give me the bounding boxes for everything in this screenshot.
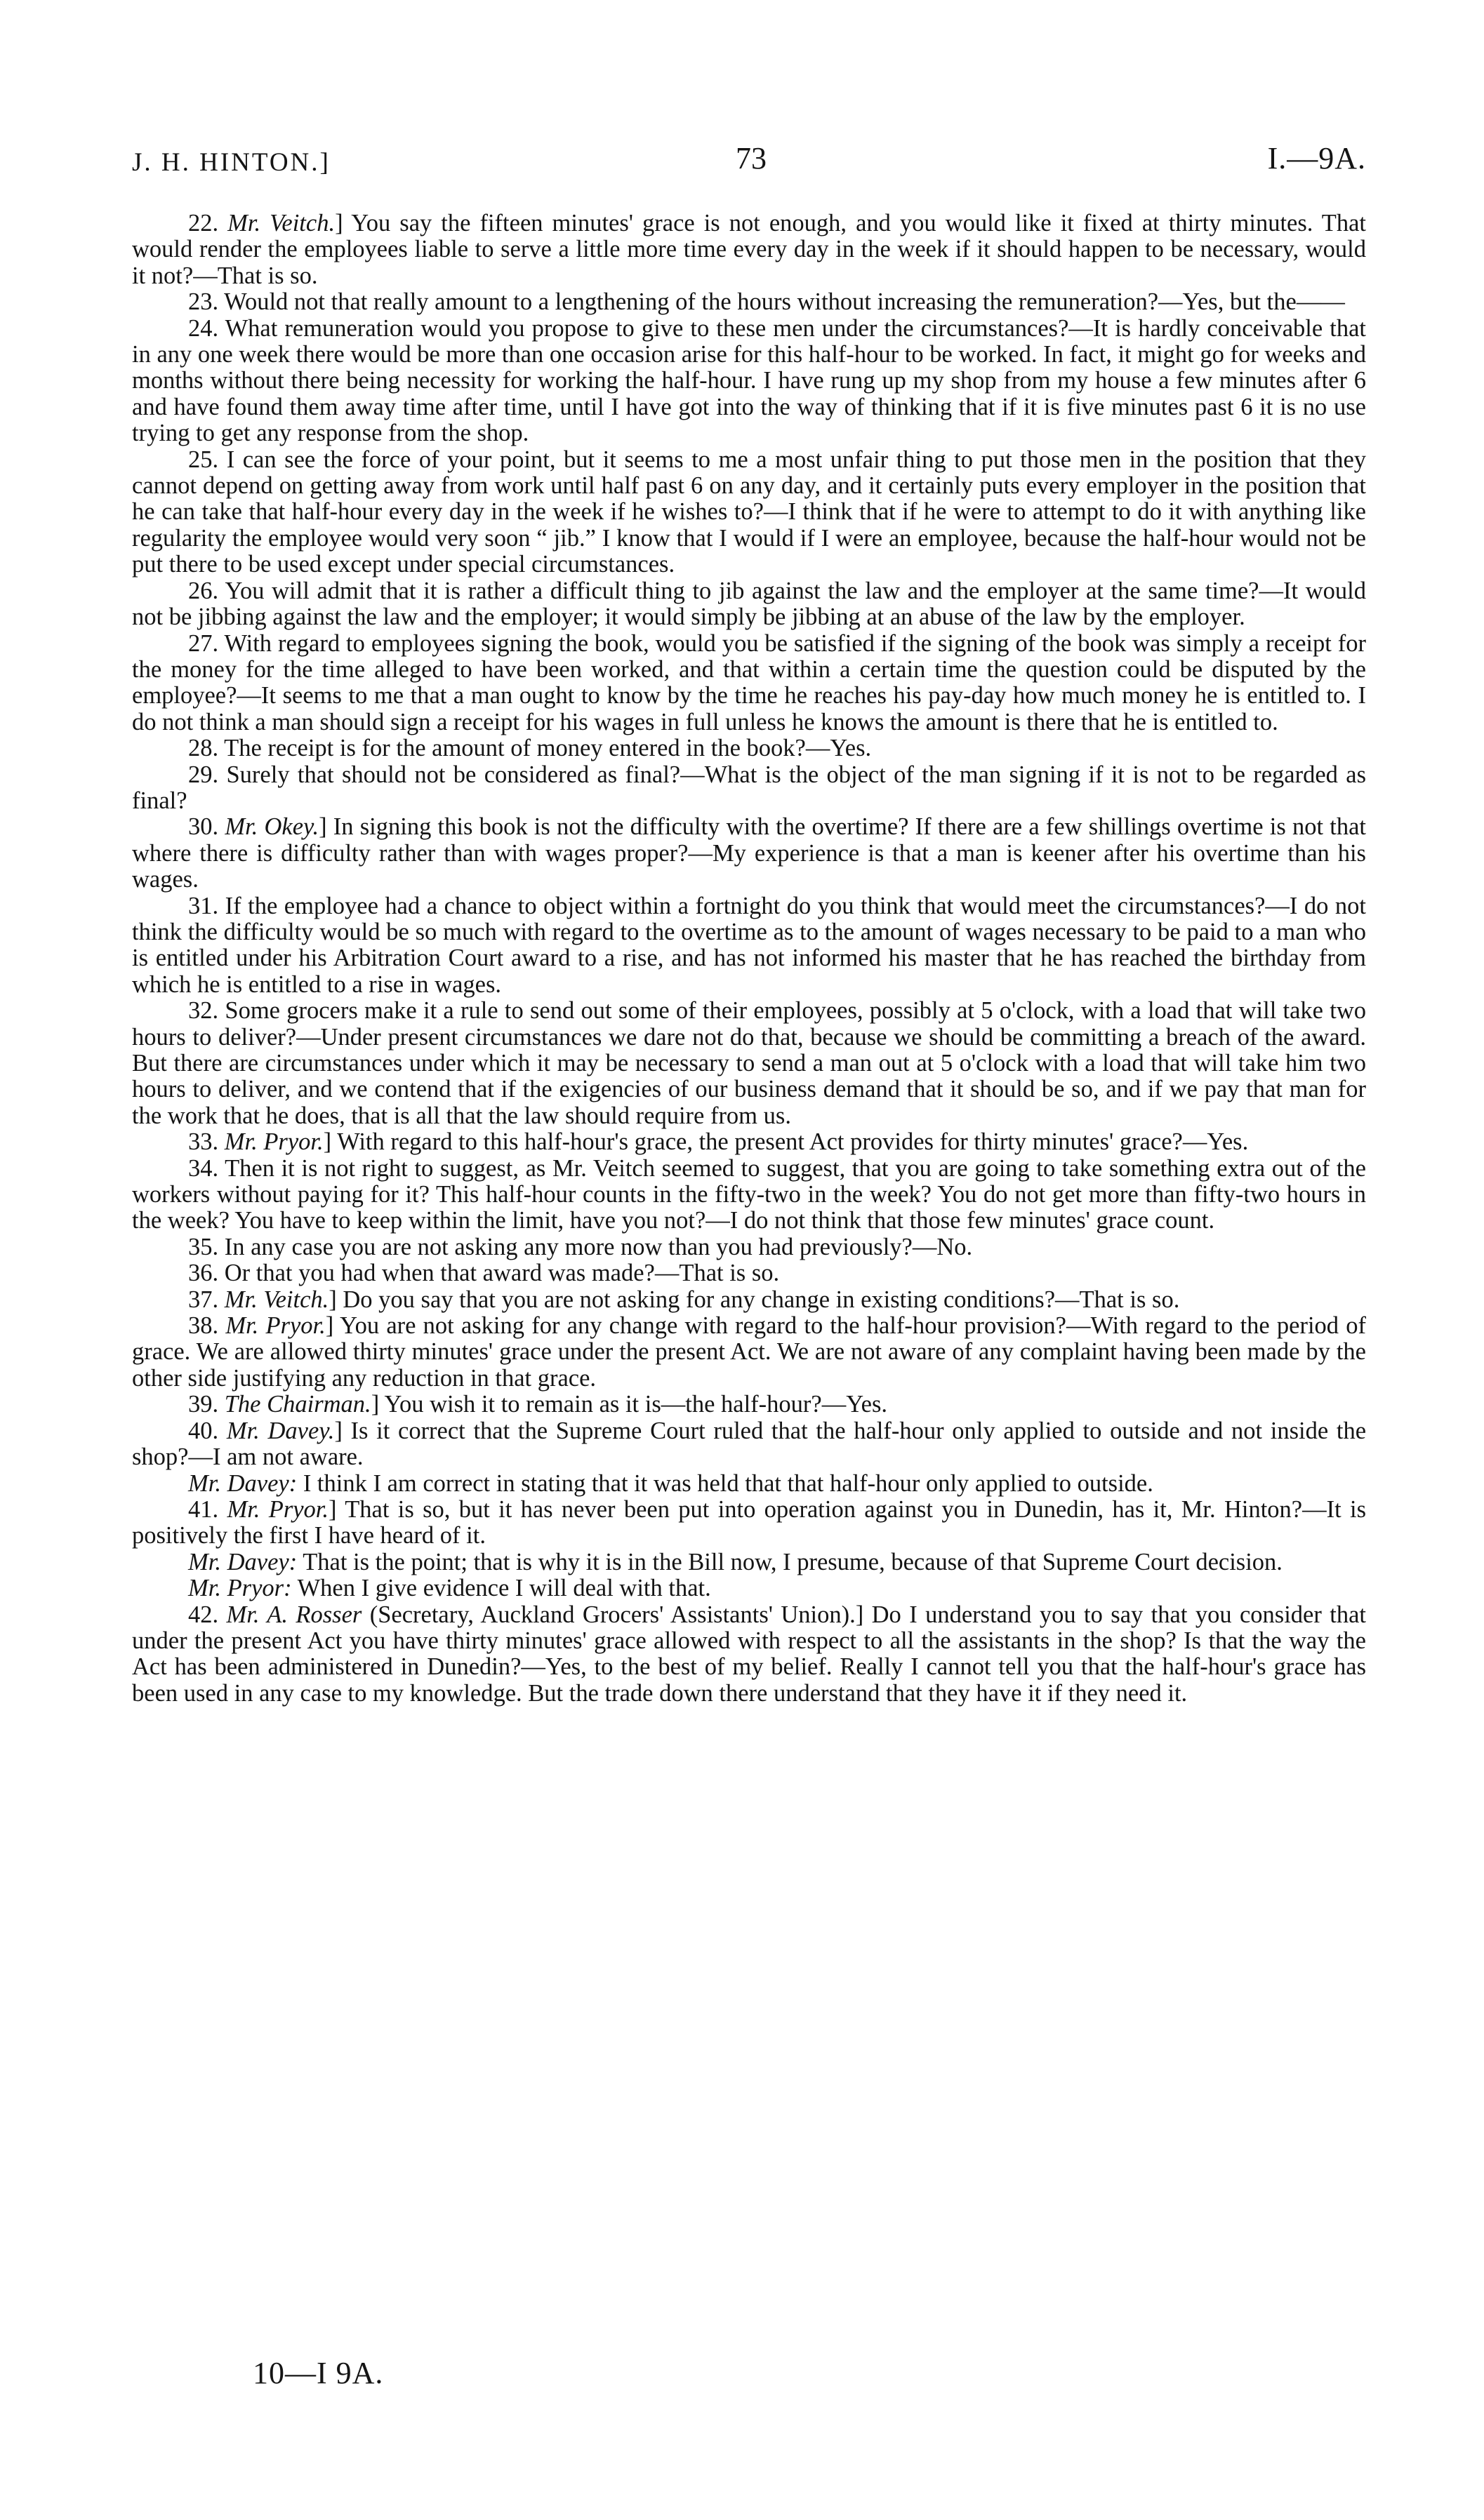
paragraph: 38. Mr. Pryor.] You are not asking for any change with regard to the half-hour provision?—With regard to the period of grace. We are allowed thirty minutes' grace under the present Act. We are not aware of any complaint having been made by the other side justifying any reduction in that grace.	[132, 1312, 1366, 1392]
speaker-name: Mr. Pryor.	[225, 1312, 326, 1340]
paragraph: 30. Mr. Okey.] In signing this book is not the difficulty with the overtime? If there are a few shillings overtime is not that where there is difficulty rather than with wages proper?—My experience is that a man is keener after his overtime than his wages.	[132, 813, 1366, 893]
paragraph: 23. Would not that really amount to a lengthening of the hours without increasing the remuneration?—Yes, but the——	[188, 288, 1345, 316]
paragraph: 37. Mr. Veitch.] Do you say that you are not asking for any change in existing conditions?—That is so.	[188, 1286, 1180, 1313]
page-header	[132, 140, 1366, 180]
speaker-name: Mr. Pryor.	[224, 1128, 324, 1156]
paragraph: 27. With regard to employees signing the book, would you be satisfied if the signing of the book was simply a receipt for the money for the time alleged to have been worked, and that within a certain time the question could be disputed by the employee?—It seems to me that a man ought to know by the time he reaches his pay-day how much money he is entitled to. I do not think a man should sign a receipt for his wages in full unless he knows the amount is there that he is entitled to.	[132, 629, 1366, 735]
speaker-name: Mr. Veitch.	[224, 1286, 329, 1313]
paragraph: 42. Mr. A. Rosser (Secretary, Auckland Grocers' Assistants' Union).] Do I understand you to say that you consider that under the present Act you have thirty minutes' grace allowed with respect to all the assistants in the shop? Is that the way the Act has been administered in Dunedin?—Yes, to the best of my belief. Really I cannot tell you that the half-hour's grace has been used in any case to my knowledge. But the trade down there understand that they have it if they need it.	[132, 1601, 1367, 1707]
paragraph: 28. The receipt is for the amount of money entered in the book?—Yes.	[188, 735, 872, 762]
paragraph: 22. Mr. Veitch.] You say the fifteen minutes' grace is not enough, and you would like it fixed at thirty minutes. That would render the employees liable to serve a little more time every day in the week if it should happen to be necessary, would it not?—That is so.	[132, 210, 1367, 289]
header-witness-name: J. H. HINTON.]	[132, 148, 331, 177]
paragraph: 36. Or that you had when that award was made?—That is so.	[188, 1260, 780, 1287]
speaker-name: Mr. Davey:	[188, 1548, 298, 1575]
speaker-name: Mr. Davey.	[226, 1417, 335, 1444]
paragraph: 33. Mr. Pryor.] With regard to this half-hour's grace, the present Act provides for thirty minutes' grace?—Yes.	[188, 1128, 1249, 1156]
paragraph: 34. Then it is not right to suggest, as Mr. Veitch seemed to suggest, that you are going to take something extra out of the workers without paying for it? This half-hour counts in the fifty-two in the week? You do not get more than fifty-two hours in the week? You have to keep within the limit, have you not?—I do not think that those few minutes' grace count.	[132, 1154, 1366, 1234]
speaker-name: Mr. Okey.	[225, 813, 319, 841]
paragraph: Mr. Davey: I think I am correct in stating that it was held that that half-hour only applied to outside.	[188, 1469, 1153, 1497]
speaker-name: The Chairman.	[224, 1391, 371, 1418]
speaker-name: Mr. Veitch.	[227, 210, 336, 236]
page-number: 73	[736, 141, 767, 175]
speaker-name: Mr. Pryor:	[188, 1575, 292, 1602]
paragraph: Mr. Pryor: When I give evidence I will deal with that.	[188, 1575, 711, 1602]
printer-signature: 10—I 9A.	[253, 2356, 384, 2390]
paragraph: Mr. Davey: That is the point; that is why it is in the Bill now, I presume, because of that Supreme Court decision.	[188, 1548, 1283, 1575]
paragraph: 35. In any case you are not asking any more now than you had previously?—No.	[188, 1233, 973, 1260]
paragraph: 31. If the employee had a chance to object within a fortnight do you think that would meet the circumstances?—I do not think the difficulty would be so much with regard to the overtime as to the amount of wages necessary to be paid to a man who is entitled under his Arbitration Court award to a rise, and has not informed his master that he has reached the birthday from which he is entitled to a rise in wages.	[132, 892, 1366, 998]
paragraph: 39. The Chairman.] You wish it to remain as it is—the half-hour?—Yes.	[188, 1391, 888, 1418]
speaker-name: Mr. Davey:	[188, 1469, 298, 1497]
evidence-text	[132, 211, 1366, 1707]
header-paper-reference: I.—9A.	[1267, 141, 1366, 175]
paragraph: 26. You will admit that it is rather a difficult thing to jib against the law and the employer at the same time?—It would not be jibbing against the law and the employer; it would simply be jibbing at an abuse of the law by the employer.	[132, 577, 1366, 631]
paragraph: 25. I can see the force of your point, but it seems to me a most unfair thing to put those men in the position that they cannot depend on getting away from work until half past 6 on any day, and it certainly puts every employer in the position that he can take that half-hour every day in the week if he wishes to?—I think that if he were to attempt to do it with anything like regularity the employee would very soon “ jib.” I know that I would if I were an employee, because the half-hour would not be put there to be used except under special circumstances.	[132, 446, 1367, 578]
speaker-name: Mr. A. Rosser	[226, 1601, 362, 1628]
speaker-name: Mr. Pryor.	[227, 1495, 329, 1523]
paragraph: 32. Some grocers make it a rule to send out some of their employees, possibly at 5 o'clock, with a load that will take two hours to deliver?—Under present circumstances we dare not do that, because we should be committing a breach of the award. But there are circumstances under which it may be necessary to send a man out at 5 o'clock with a load that will take him two hours to deliver, and we contend that if the exigencies of our business demand that it should be so, and if we pay that man for the work that he does, that is all that the law should require from us.	[132, 997, 1367, 1129]
paragraph: 29. Surely that should not be considered as final?—What is the object of the man signing if it is not to be regarded as final?	[132, 761, 1367, 814]
paragraph: 41. Mr. Pryor.] That is so, but it has never been put into operation against you in Dunedin, has it, Mr. Hinton?—It is positively the first I have heard of it.	[132, 1495, 1366, 1549]
paragraph: 40. Mr. Davey.] Is it correct that the Supreme Court ruled that the half-hour only applied to outside and not inside the shop?—I am not aware.	[132, 1417, 1367, 1471]
paragraph: 24. What remuneration would you propose to give to these men under the circumstances?—It is hardly conceivable that in any one week there would be more than one occasion arise for this half-hour to be worked. In fact, it might go for weeks and months without there being necessity for working the half-hour. I have rung up my shop from my house a few minutes after 6 and have found them away time after time, until I have got into the way of thinking that if it is five minutes past 6 it is no use trying to get any response from the shop.	[132, 314, 1366, 447]
